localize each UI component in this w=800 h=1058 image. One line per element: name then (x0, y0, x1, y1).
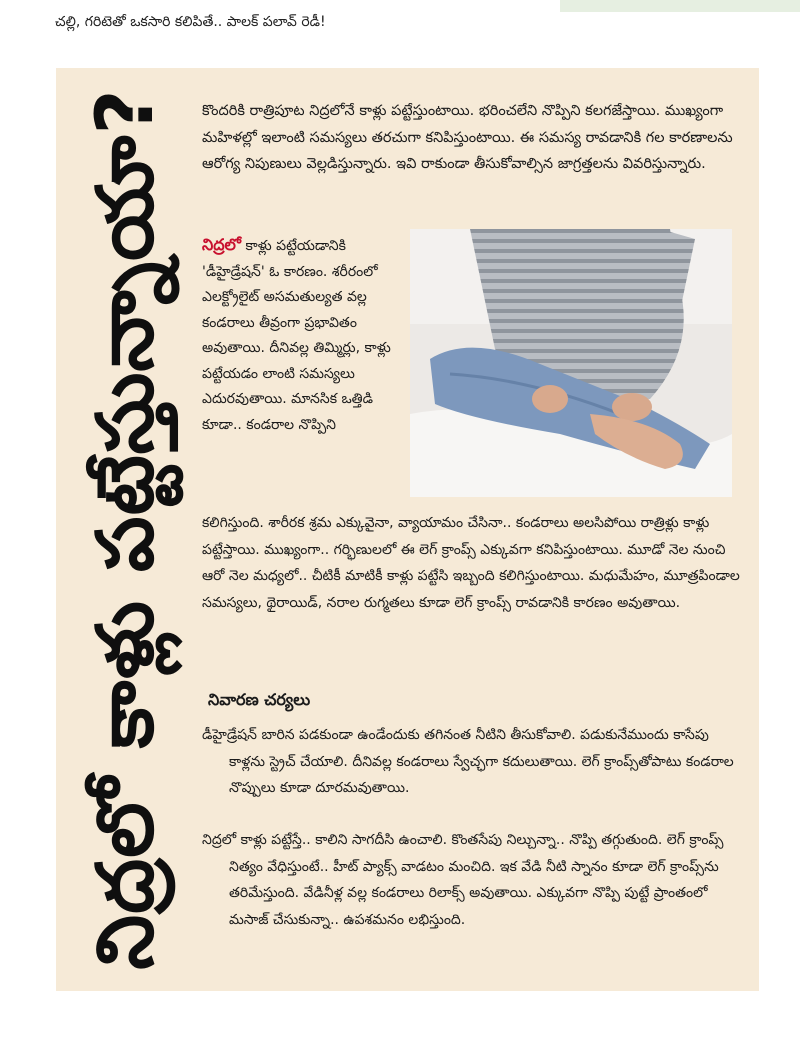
adjacent-box (560, 0, 800, 12)
body-column-text: కాళ్లు పట్టేయడానికి 'డీహైడ్రేషన్' ఓ కారణం. శరీరంలో ఎలక్ట్రోలైట్ అసమతుల్యత వల్ల కండరాలు తీవ్రంగా ప్రభావితం అవుతాయి. దీనివల్ల తిమ్మిర్లు, కాళ్లు పట్టేయడం లాంటి సమస్యలు ఎదురవుతాయి. మానసిక ఒత్తిడి కూడా.. కండరాల నొప్పిని (202, 238, 391, 433)
previous-article-last-line: చల్లి, గరిటెతో ఒకసారి కలిపితే.. పాలక్ పలావ్ రెడీ! (55, 14, 326, 30)
headline-container (56, 68, 196, 991)
previous-article-strip (0, 0, 800, 30)
lead-word: నిద్రలో (202, 235, 241, 254)
prevention-tip-2: నిద్రలో కాళ్లు పట్టేస్తే.. కాలిని సాగదీసి ఉంచాలి. కొంతసేపు నిల్చున్నా.. నొప్పి తగ్గుతుంది. లెగ్ క్రాంప్స్ నిత్యం వేధిస్తుంటే.. హీట్ ప్యాక్స్ వాడటం మంచిది. ఇక వేడి నీటి స్నానం కూడా లెగ్ క్రాంప్స్‌ను తరిమేస్తుంది. వేడినీళ్ల వల్ల కండరాలు రిలాక్స్ అవుతాయి. ఎక్కువగా నొప్పి పుట్టే ప్రాంతంలో మసాజ్ చేసుకున్నా.. ఉపశమనం లభిస్తుంది. (202, 832, 724, 928)
article-photo (410, 229, 732, 497)
body-continued: కలిగిస్తుంది. శారీరక శ్రమ ఎక్కువైనా, వ్యాయామం చేసినా.. కండరాలు అలసిపోయి రాత్రిళ్లు కాళ్లు పట్టేస్తాయి. ముఖ్యంగా.. గర్భిణులలో ఈ లెగ్ క్రాంప్స్ ఎక్కువగా కనిపిస్తుంటాయి. మూడో నెల నుంచి ఆరో నెల మధ్యలో.. చీటికీ మాటికీ కాళ్లు పట్టేసి ఇబ్బంది కలిగిస్తుంటాయి. మధుమేహం, మూత్రపిండాల సమస్యలు, థైరాయిడ్, నరాల రుగ్మతలు కూడా లెగ్ క్రాంప్స్ రావడానికి కారణం అవుతాయి. (202, 515, 740, 611)
prevention-heading: నివారణ చర్యలు (208, 690, 311, 709)
article-headline: నిద్రలో కాళ్లు పట్టేస్తున్నాయా? (81, 88, 171, 970)
body-column (202, 232, 402, 438)
pregnant-woman-holding-leg-illustration (410, 229, 732, 497)
prevention-tip-1: డీహైడ్రేషన్ బారిన పడకుండా ఉండేందుకు తగినంత నీటిని తీసుకోవాలి. పడుకునేముందు కాసేపు కాళ్లను స్ట్రెచ్ చేయాలి. దీనివల్ల కండరాలు స్వేచ్ఛగా కదులుతాయి. లెగ్ క్రాంప్స్‌తోపాటు కండరాల నొప్పులు కూడా దూరమవుతాయి. (202, 727, 734, 796)
article-intro: కొందరికి రాత్రిపూట నిద్రలోనే కాళ్లు పట్టేస్తుంటాయి. భరించలేని నొప్పిని కలగజేస్తాయి. ముఖ్యంగా మహిళల్లో ఇలాంటి సమస్యలు తరచుగా కనిపిస్తుంటాయి. ఈ సమస్య రావడానికి గల కారణాలను ఆరోగ్య నిపుణులు వెల్లడిస్తున్నారు. ఇవి రాకుండా తీసుకోవాల్సిన జాగ్రత్తలను వివరిస్తున్నారు. (202, 103, 733, 172)
